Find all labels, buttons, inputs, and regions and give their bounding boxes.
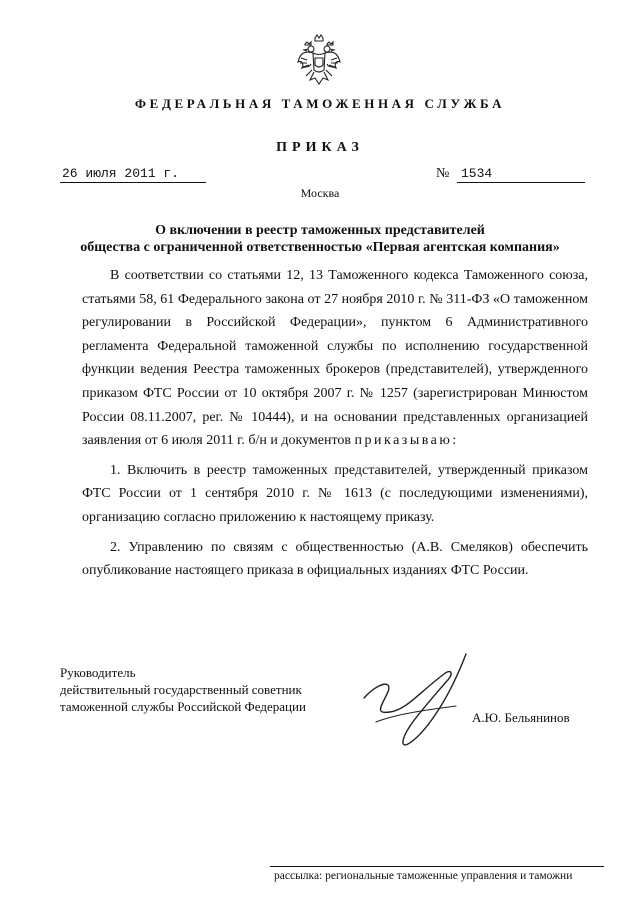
signatory-position	[60, 664, 306, 715]
issue-city: Москва	[300, 186, 340, 200]
order-date: 26 июля 2011 г.	[60, 166, 206, 183]
order-item-2: 2. Управлению по связям с общественностью (А.В. Смеляков) обеспечить опубликование настоящего приказа в официальных изданиях ФТС России.	[82, 539, 588, 579]
signatory-name: А.Ю. Бельянинов	[472, 710, 570, 725]
handwritten-signature	[356, 652, 474, 754]
order-number: 1534	[457, 166, 585, 183]
distribution-list: рассылка: региональные таможенные управления и таможни	[274, 870, 573, 882]
emblem-icon	[296, 34, 342, 86]
signatory-line-3: таможенной службы Российской Федерации	[60, 699, 306, 714]
signatory-line-2: действительный государственный советник	[60, 682, 302, 697]
agency-name: ФЕДЕРАЛЬНАЯ ТАМОЖЕННАЯ СЛУЖБА	[134, 96, 506, 111]
order-word: приказываю:	[354, 433, 459, 449]
intro-text: В соответствии со статьями 12, 13 Таможенного кодекса Таможенного союза, статьями 58, 61 Федерального закона от 27 ноября 2010 г. № 311-ФЗ «О таможенном регулировании в Российской Федерации», пунктом 6 Административного регламента Федеральной таможенной службы по исполнению государственной функции ведения Реестра таможенных брокеров (представителей), утвержденного приказом ФТС России от 10 октября 2007 г. № 1257 (зарегистрирован Минюстом России 08.11.2007, рег. № 10444), и на основании представленных организацией заявления от 6 июля 2011 г. б/н и документов	[82, 268, 588, 449]
order-body	[82, 264, 588, 583]
intro-paragraph	[82, 264, 588, 453]
document-type: ПРИКАЗ	[276, 140, 364, 155]
order-title	[0, 222, 640, 256]
order-title-line-2: общества с ограниченной ответственностью «Первая агентская компания»	[80, 240, 560, 255]
order-title-line-1: О включении в реестр таможенных представителей	[155, 223, 485, 238]
order-number-label: №	[436, 166, 450, 181]
distribution-divider	[270, 866, 604, 867]
signatory-line-1: Руководитель	[60, 665, 136, 680]
order-item-1: 1. Включить в реестр таможенных представителей, утвержденный приказом ФТС России от 1 сентября 2010 г. № 1613 (с последующими изменениями), организацию согласно приложению к настоящему приказу.	[82, 462, 588, 525]
